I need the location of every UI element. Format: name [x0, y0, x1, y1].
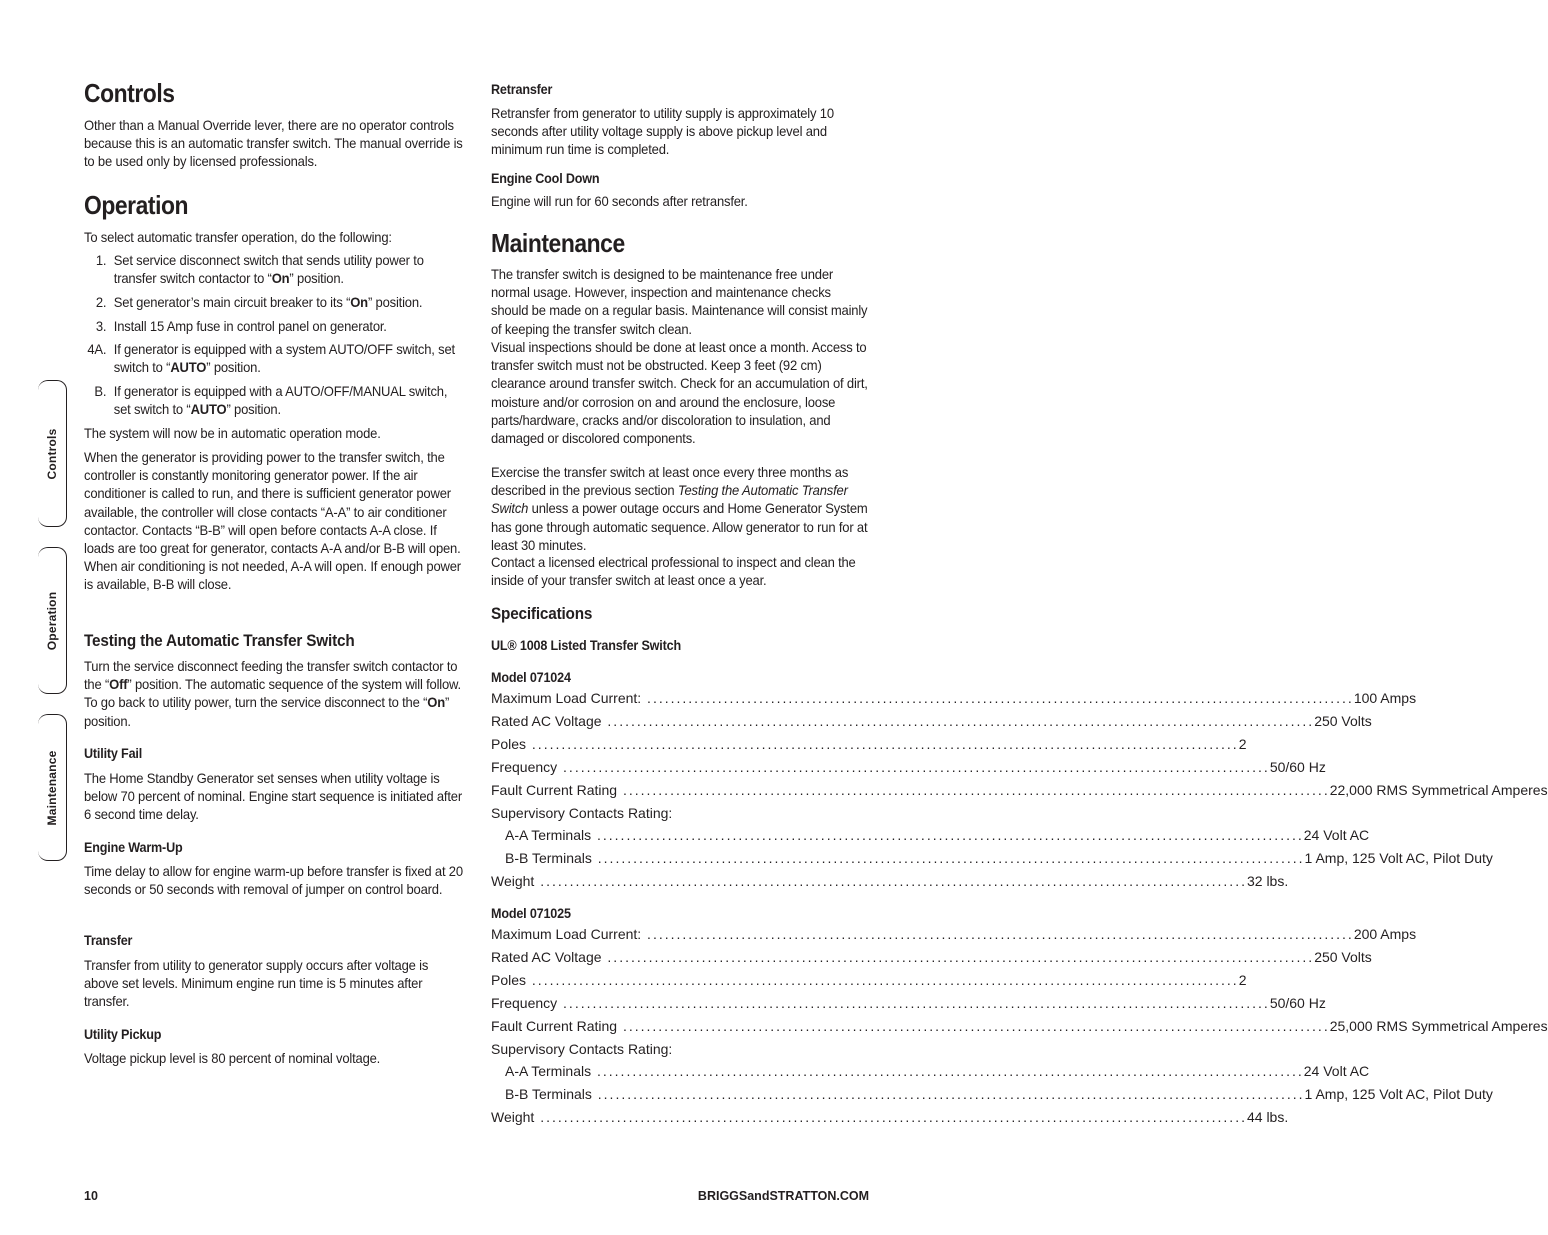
step-number: 4A.	[87, 341, 107, 357]
retransfer-heading: Retransfer	[491, 81, 553, 97]
spec-row	[505, 849, 1493, 867]
spec-value: 25,000 RMS Symmetrical Amperes	[1329, 1017, 1548, 1034]
utility-fail-text: The Home Standby Generator set senses when utility voltage is below 70 percent of nominal. Engine start sequence is initiated after 6 second time delay.	[84, 770, 463, 823]
model-heading: Model 071025	[491, 905, 571, 921]
side-tab-operation[interactable]	[38, 547, 67, 694]
spec-value: 22,000 RMS Symmetrical Amperes	[1329, 781, 1548, 798]
spec-label: Frequency	[491, 758, 558, 775]
operation-step	[84, 340, 465, 376]
spec-label: Maximum Load Current:	[491, 690, 642, 706]
retransfer-text: Retransfer from generator to utility supply is approximately 10 seconds after utility voltage supply is above pickup level and minimum run time is completed.	[491, 105, 834, 158]
dot-leader: ........................................................................................................................	[601, 948, 1315, 965]
step-number: B.	[94, 383, 107, 399]
spec-row	[491, 1017, 1548, 1035]
dot-leader: ........................................................................................................................	[617, 781, 1330, 798]
dot-leader: ........................................................................................................................	[591, 1063, 1304, 1080]
ul-listing-heading: UL® 1008 Listed Transfer Switch	[491, 637, 681, 653]
step-number: 1.	[95, 252, 107, 268]
spec-value: 24 Volt AC	[1303, 1063, 1370, 1080]
step-bold: AUTO	[190, 401, 227, 418]
cooldown-heading: Engine Cool Down	[491, 170, 600, 186]
operation-step	[84, 317, 465, 335]
specifications-heading: Specifications	[491, 604, 593, 623]
spec-value: 2	[1238, 971, 1247, 988]
spec-row	[491, 689, 1417, 707]
dot-leader: ........................................................................................................................	[526, 971, 1239, 988]
dot-leader: ........................................................................................................................	[591, 827, 1304, 844]
step-text: If generator is equipped with a AUTO/OFF/MANUAL switch, set switch to “	[113, 383, 448, 418]
step-text-end: ” position.	[206, 359, 261, 376]
spec-row	[491, 712, 1372, 730]
spec-label: Supervisory Contacts Rating:	[491, 804, 673, 821]
dot-leader: ........................................................................................................................	[601, 712, 1315, 729]
spec-row	[491, 1040, 864, 1058]
spec-value: 1 Amp, 125 Volt AC, Pilot Duty	[1304, 850, 1493, 867]
spec-label: Poles	[491, 735, 527, 752]
maintenance-paragraph-4: Contact a licensed electrical professional to inspect and clean the inside of your transfer switch at least once a year.	[491, 554, 856, 589]
maintenance-paragraph-1: The transfer switch is designed to be maintenance free under normal usage. However, inspection and maintenance checks should be made on a regular basis. Maintenance will consist mainly of keeping the transfer switch clean.	[491, 266, 868, 337]
step-bold: On	[271, 270, 290, 287]
spec-row	[491, 804, 864, 822]
spec-row	[491, 948, 1372, 966]
side-tab-maintenance-label: Maintenance	[45, 750, 59, 825]
spec-row	[505, 1062, 1370, 1080]
operation-heading: Operation	[84, 190, 189, 220]
maintenance-paragraph-2: Visual inspections should be done at least once a month. Access to transfer switch must not be obstructed. Keep 3 feet (92 cm) clearance around transfer switch. Check for an accumulation of dirt, moisture and/or corrosion on and around the enclosure, loose parts/hardware, cracks and/or discoloration to insulation, and damaged or discolored components.	[491, 339, 868, 447]
dot-leader: ........................................................................................................................	[591, 850, 1305, 867]
testing-text-part: ” position.	[84, 694, 450, 729]
transfer-heading: Transfer	[84, 932, 133, 948]
step-text: Set service disconnect switch that sends utility power to transfer switch contactor to “	[113, 252, 424, 287]
maintenance-heading: Maintenance	[491, 228, 625, 258]
page-number: 10	[84, 1189, 98, 1203]
spec-value: 250 Volts	[1314, 712, 1372, 729]
dot-leader: ........................................................................................................................	[526, 735, 1239, 752]
testing-text-part: Turn the service disconnect feeding the transfer switch contactor to the “	[84, 658, 458, 693]
spec-row	[491, 925, 1417, 943]
spec-row	[505, 826, 1370, 844]
spec-row	[491, 781, 1548, 799]
operation-step	[84, 251, 465, 287]
spec-label: Weight	[491, 1109, 535, 1126]
maint-p3-text: Exercise the transfer switch at least once every three months as described in the previous section	[491, 464, 849, 499]
controls-text: Other than a Manual Override lever, there are no operator controls because this is an automatic transfer switch. The manual override is to be used only by licensed professionals.	[84, 117, 463, 170]
spec-label: B-B Terminals	[505, 1086, 592, 1103]
testing-text-part: ” position. The automatic sequence of the system will follow. To go back to utility power, turn the service disconnect to the “	[84, 676, 461, 711]
spec-value: 24 Volt AC	[1303, 827, 1370, 844]
step-text-end: ” position.	[367, 294, 423, 310]
spec-value: 50/60 Hz	[1269, 758, 1326, 775]
maint-p3-text-end: unless a power outage occurs and Home Generator System has gone through automatic sequence. Allow generator to run for at least 30 minutes.	[491, 500, 868, 553]
utility-pickup-text: Voltage pickup level is 80 percent of nominal voltage.	[84, 1050, 381, 1066]
spec-row	[491, 735, 1247, 753]
spec-value: 32 lbs.	[1246, 873, 1289, 890]
spec-value: 2	[1238, 735, 1247, 752]
maintenance-paragraph-3	[491, 463, 869, 554]
step-text-end: ” position.	[289, 270, 344, 287]
side-tab-controls-label: Controls	[45, 428, 59, 479]
step-bold: On	[350, 294, 368, 310]
transfer-text: Transfer from utility to generator supply occurs after voltage is above set levels. Minimum engine run time is 5 minutes after transfer.	[84, 957, 429, 1010]
dot-leader: ........................................................................................................................	[591, 1086, 1305, 1103]
dot-leader: ........................................................................................................................	[534, 873, 1247, 890]
dot-leader: ........................................................................................................................	[534, 1109, 1247, 1126]
spec-value: 200 Amps	[1353, 926, 1417, 942]
step-text: Set generator’s main circuit breaker to its “	[113, 294, 351, 310]
spec-label: B-B Terminals	[505, 850, 592, 867]
spec-label: Rated AC Voltage	[491, 948, 602, 965]
step-text-end: ” position.	[226, 401, 281, 418]
side-tab-controls[interactable]	[38, 380, 67, 527]
maint-p3-italic: Testing the Automatic Transfer Switch	[491, 482, 848, 517]
step-number: 2.	[95, 294, 107, 310]
spec-label: Weight	[491, 873, 535, 890]
monitoring-text: When the generator is providing power to the transfer switch, the controller is constantly monitoring generator power. If the air conditioner is called to run, and there is sufficient generator power available, the controller will close contacts “A-A” to air conditioner contactor. Contacts “B-B” will open before contacts A-A close. If loads are too great for generator, contacts A-A and/or B-B will open. When air conditioning is not needed, A-A will open. If enough power is available, B-B will close.	[84, 449, 461, 593]
operation-intro: To select automatic transfer operation, do the following:	[84, 229, 392, 245]
auto-mode-text: The system will now be in automatic operation mode.	[84, 425, 381, 441]
spec-value: 250 Volts	[1314, 948, 1372, 965]
model-heading: Model 071024	[491, 669, 571, 685]
spec-label: Fault Current Rating	[491, 781, 618, 798]
spec-label: Rated AC Voltage	[491, 712, 602, 729]
cooldown-text: Engine will run for 60 seconds after retransfer.	[491, 193, 748, 209]
dot-leader: ........................................................................................................................	[557, 994, 1270, 1011]
utility-pickup-heading: Utility Pickup	[84, 1026, 162, 1042]
testing-bold-on: On	[427, 694, 445, 711]
spec-value: 100 Amps	[1353, 690, 1417, 706]
dot-leader: ........................................................................................................................	[617, 1017, 1330, 1034]
spec-label: A-A Terminals	[505, 827, 592, 844]
testing-heading: Testing the Automatic Transfer Switch	[84, 631, 355, 650]
dot-leader: ........................................................................................................................	[557, 758, 1270, 775]
spec-label: Maximum Load Current:	[491, 926, 642, 942]
spec-row	[491, 994, 1326, 1012]
spec-row	[505, 1085, 1493, 1103]
utility-fail-heading: Utility Fail	[84, 745, 143, 761]
testing-bold-off: Off	[109, 676, 128, 693]
spec-label: Frequency	[491, 994, 558, 1011]
spec-label: A-A Terminals	[505, 1063, 592, 1080]
spec-value: 1 Amp, 125 Volt AC, Pilot Duty	[1304, 1086, 1493, 1103]
operation-step	[84, 382, 465, 418]
spec-row	[491, 1108, 1289, 1126]
controls-heading: Controls	[84, 78, 175, 108]
spec-row	[491, 758, 1326, 776]
spec-row	[491, 971, 1247, 989]
spec-label: Fault Current Rating	[491, 1017, 618, 1034]
dot-leader: ........................................................................................................................	[641, 926, 1354, 942]
side-tab-maintenance[interactable]	[38, 714, 67, 861]
footer-website: BRIGGSandSTRATTON.COM	[697, 1189, 869, 1203]
side-tab-operation-label: Operation	[45, 591, 59, 650]
step-number: 3.	[95, 318, 107, 334]
warmup-heading: Engine Warm-Up	[84, 839, 183, 855]
spec-label: Supervisory Contacts Rating:	[491, 1040, 673, 1057]
spec-row	[491, 872, 1289, 890]
testing-text	[84, 657, 466, 730]
step-text: If generator is equipped with a system AUTO/OFF switch, set switch to “	[113, 341, 455, 376]
step-text: Install 15 Amp fuse in control panel on generator.	[113, 318, 387, 334]
operation-step	[84, 293, 465, 311]
spec-label: Poles	[491, 971, 527, 988]
step-bold: AUTO	[170, 359, 207, 376]
warmup-text: Time delay to allow for engine warm-up before transfer is fixed at 20 seconds or 50 seconds with removal of jumper on control board.	[84, 863, 463, 898]
dot-leader: ........................................................................................................................	[641, 690, 1354, 706]
spec-value: 50/60 Hz	[1269, 994, 1326, 1011]
spec-value: 44 lbs.	[1246, 1109, 1289, 1126]
